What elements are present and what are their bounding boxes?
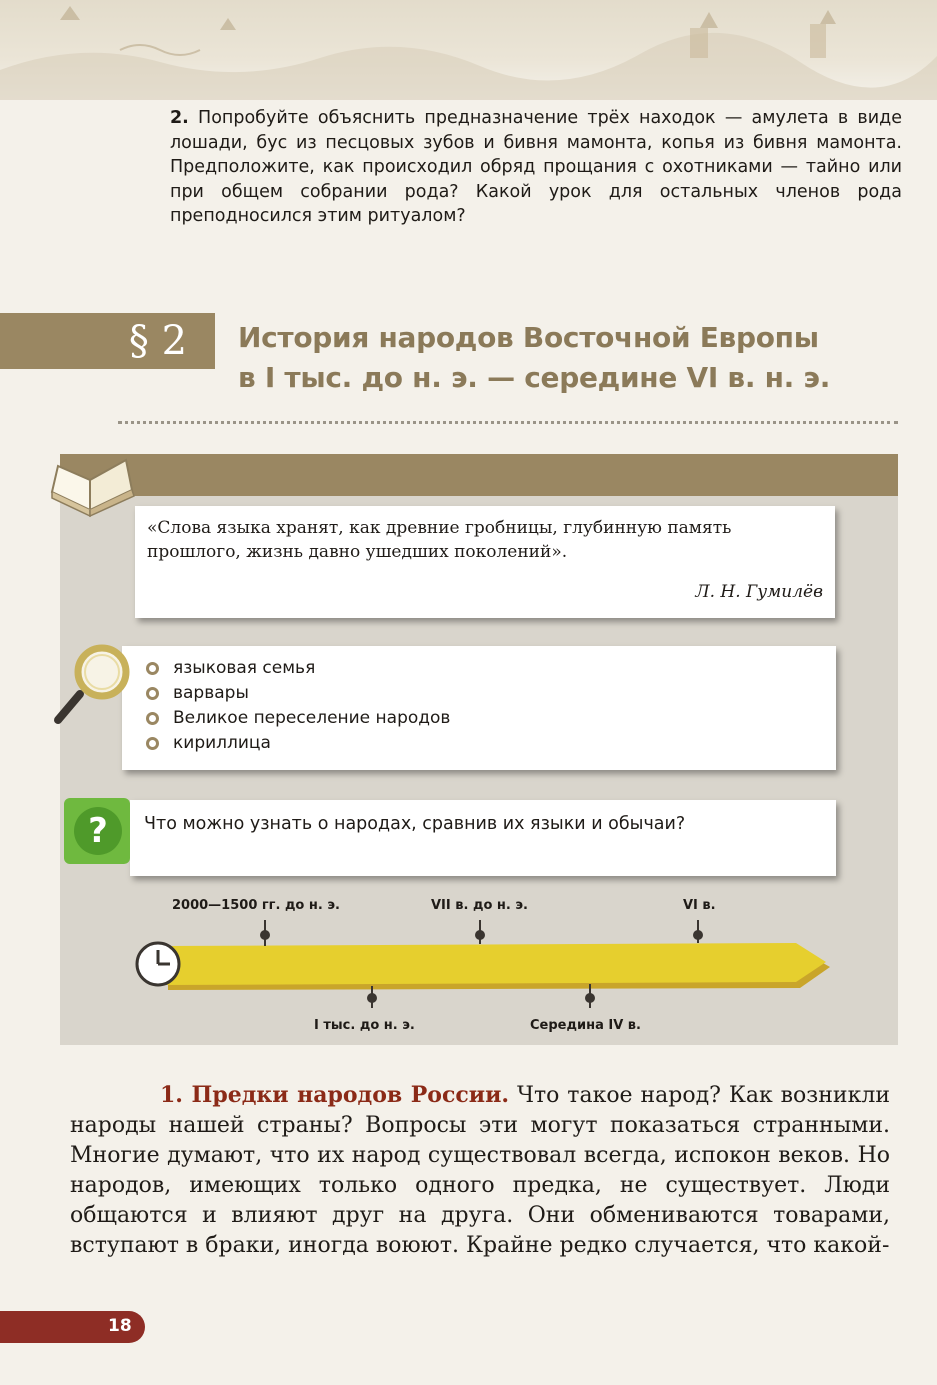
task-number: 2. <box>170 108 189 128</box>
key-terms-card <box>122 646 836 770</box>
key-term <box>146 706 450 731</box>
bullet-icon <box>146 737 159 750</box>
epigraph-card <box>135 506 835 618</box>
key-term <box>146 656 450 681</box>
timeline-label-top: 2000—1500 гг. до н. э. <box>172 898 340 913</box>
tick-dot <box>585 993 595 1003</box>
task-2 <box>170 106 902 229</box>
magnifier-icon <box>50 644 140 728</box>
question-text: Что можно узнать о народах, сравнив их языки и обычаи? <box>144 814 686 834</box>
section-1 <box>70 1080 890 1261</box>
key-term-label: варвары <box>173 683 249 703</box>
dotted-divider <box>118 421 898 424</box>
tick-dot <box>367 993 377 1003</box>
bullet-icon <box>146 687 159 700</box>
bullet-icon <box>146 662 159 675</box>
key-term-label: языковая семья <box>173 658 316 678</box>
open-book-icon <box>46 452 142 522</box>
key-term-label: кириллица <box>173 733 271 753</box>
title-line-2: в I тыс. до н. э. — середине VI в. н. э. <box>238 361 831 394</box>
key-term-label: Великое переселение народов <box>173 708 451 728</box>
timeline-label-bottom: I тыс. до н. э. <box>314 1018 415 1033</box>
question-icon <box>64 798 130 864</box>
tick-dot <box>260 930 270 940</box>
decorative-top-banner <box>0 0 937 100</box>
timeline-arrow <box>164 943 826 985</box>
epigraph-author: Л. Н. Гумилёв <box>695 582 823 602</box>
clock-icon <box>137 943 179 985</box>
epigraph-quote: «Слова языка хранят, как древние гробницы, глубинную память прошлого, жизнь давно ушедших поколений». <box>147 518 732 562</box>
section-heading: 1. Предки народов России. <box>160 1082 510 1108</box>
section-body: Что такое народ? Как возникли народы нашей страны? Вопросы эти могут показаться странными. Многие думают, что их народ существовал всегда, испокон веков. Но народов, имеющих только одного предка, не существует. Люди общаются и влияют друг на друга. Они обмениваются товарами, вступают в браки, иногда воюют. Крайне редко случается, что какой- <box>70 1083 890 1258</box>
title-line-1: История народов Восточной Европы <box>238 321 819 354</box>
task-text: Попробуйте объяснить предназначение трёх находок — амулета в виде лошади, бус из песцовых зубов и бивня мамонта, копья из бивня мамонта. Предположите, как происходил обряд прощания с охотниками — тайно или при общем собрании рода? Какой урок для остальных членов рода преподносился этим ритуалом? <box>170 108 902 226</box>
old-map-illustration <box>0 0 937 100</box>
key-term <box>146 731 450 756</box>
question-mark-icon: ? <box>74 807 122 855</box>
page-number: 18 <box>108 1316 132 1336</box>
tick-dot <box>475 930 485 940</box>
key-term <box>146 681 450 706</box>
timeline-label-top: VII в. до н. э. <box>431 898 528 913</box>
tick-dot <box>693 930 703 940</box>
key-terms-list <box>146 656 450 756</box>
epigraph-bar <box>60 454 898 496</box>
question-card <box>130 800 836 876</box>
page-title <box>238 318 918 398</box>
timeline-label-bottom: Середина IV в. <box>530 1018 641 1033</box>
bullet-icon <box>146 712 159 725</box>
paragraph-number: § 2 <box>128 318 188 364</box>
timeline-label-top: VI в. <box>683 898 716 913</box>
